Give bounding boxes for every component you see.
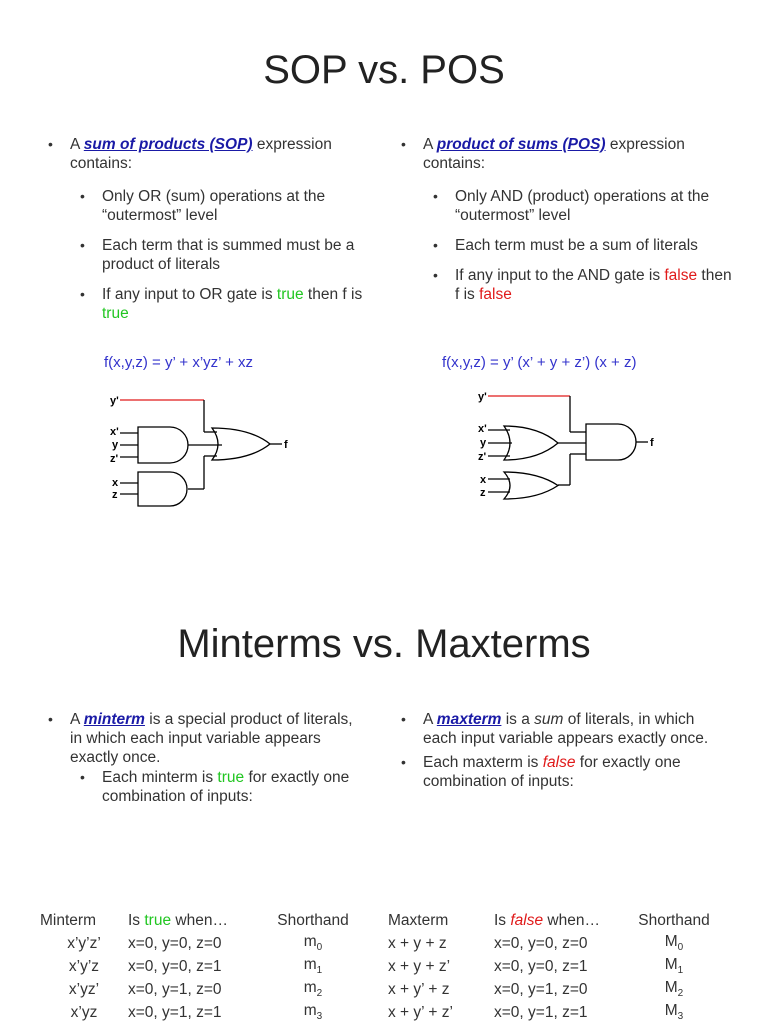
minterm-sub-bullet bbox=[44, 768, 364, 806]
maxterm-cell: x + y’ + z’ bbox=[388, 1003, 453, 1021]
pos-label-x: x' bbox=[478, 423, 487, 435]
minterm-table-header bbox=[40, 910, 366, 932]
maxterm-intro-a: A bbox=[423, 711, 437, 728]
minterm-sub-true: true bbox=[217, 769, 245, 786]
pos-and-gate bbox=[586, 424, 636, 460]
minterm-intro-rest: is a special product of literals, in which each input variable appears exactly once. bbox=[70, 711, 353, 766]
shorthand-symbol: M bbox=[664, 933, 678, 951]
maxterm-intro-rest: of literals, in which each input variable appears exactly once. bbox=[423, 711, 709, 747]
pos-label-y: y' bbox=[478, 391, 487, 403]
pos-b3-false-end: false bbox=[479, 286, 512, 303]
table-row bbox=[388, 978, 724, 1001]
condition-cell: x=0, y=1, z=0 bbox=[494, 980, 588, 998]
minterm-keyword-link[interactable]: minterm bbox=[83, 711, 145, 728]
minterm-cell: x’y’z bbox=[68, 957, 100, 975]
pos-keyword-link[interactable]: product of sums (POS) bbox=[436, 136, 606, 153]
maxterm-sub-bullet bbox=[397, 753, 727, 791]
table-row bbox=[40, 1001, 366, 1024]
sop-column bbox=[44, 135, 384, 323]
sop-label-y: y' bbox=[110, 395, 119, 407]
minterm-sub-post: for exactly one combination of inputs: bbox=[102, 769, 350, 805]
shorthand-cell bbox=[624, 932, 724, 955]
table-row bbox=[388, 1001, 724, 1024]
shorthand-cell bbox=[260, 978, 366, 1001]
condition-cell: x=0, y=1, z=1 bbox=[494, 1003, 588, 1021]
sop-intro-a: A bbox=[70, 136, 84, 153]
maxterm-sub-post: for exactly one combination of inputs: bbox=[423, 754, 681, 790]
shorthand-index: 1 bbox=[677, 965, 684, 977]
minterm-column bbox=[44, 710, 364, 806]
pos-b3-false: false bbox=[664, 267, 698, 284]
minterm-table bbox=[40, 910, 366, 1024]
minterm-cell: x’yz’ bbox=[68, 980, 100, 998]
pos-label-z: z' bbox=[478, 451, 487, 463]
shorthand-index: 3 bbox=[677, 1011, 684, 1023]
maxterm-cell: x + y + z’ bbox=[388, 957, 451, 975]
maxterm-cell: x + y + z bbox=[388, 934, 447, 952]
sop-label-z2: z bbox=[112, 489, 118, 501]
maxterm-intro-bullet bbox=[397, 710, 727, 748]
minterm-intro-bullet bbox=[44, 710, 364, 767]
shorthand-cell bbox=[260, 932, 366, 955]
sop-and-gate-1 bbox=[138, 427, 188, 463]
sop-circuit-diagram bbox=[104, 388, 304, 508]
maxterm-header-when-pre: Is bbox=[494, 912, 511, 929]
shorthand-cell bbox=[624, 955, 724, 978]
maxterm-header-when-false: false bbox=[510, 912, 544, 929]
condition-cell: x=0, y=1, z=0 bbox=[128, 980, 222, 998]
shorthand-cell bbox=[624, 1001, 724, 1024]
minterm-header-when bbox=[128, 910, 260, 932]
pos-column bbox=[397, 135, 737, 304]
maxterm-table-header bbox=[388, 910, 724, 932]
sop-bullet-1: • Only OR (sum) operations at the “outermost” level bbox=[44, 187, 384, 225]
pos-intro-rest: expression contains: bbox=[423, 136, 685, 172]
shorthand-index: 2 bbox=[677, 988, 684, 1000]
sop-b3-mid: then f is bbox=[303, 286, 363, 303]
shorthand-index: 0 bbox=[677, 942, 684, 954]
pos-label-f: f bbox=[650, 437, 654, 449]
maxterm-intro-sum: sum bbox=[534, 711, 564, 728]
sop-b3-true: true bbox=[276, 286, 304, 303]
maxterm-intro-mid: is a bbox=[501, 711, 535, 728]
shorthand-cell bbox=[624, 978, 724, 1001]
minterm-cell: x’y’z’ bbox=[67, 934, 101, 952]
minterm-header-when-post: when… bbox=[171, 912, 228, 929]
sop-b3-pre: If any input to OR gate is bbox=[102, 286, 277, 303]
minterm-header-when-true: true bbox=[144, 912, 172, 929]
pos-intro-a: A bbox=[423, 136, 437, 153]
pos-label-y2: y bbox=[480, 437, 487, 449]
table-row bbox=[40, 932, 366, 955]
table-row bbox=[40, 955, 366, 978]
sop-b3-true-end: true bbox=[102, 305, 129, 322]
shorthand-symbol: m bbox=[303, 979, 317, 997]
maxterm-column bbox=[397, 710, 727, 791]
maxterm-header-when-post: when… bbox=[543, 912, 600, 929]
slide-title-sop-pos: SOP vs. POS bbox=[263, 48, 505, 92]
shorthand-cell bbox=[260, 1001, 366, 1024]
condition-cell: x=0, y=0, z=1 bbox=[128, 957, 222, 975]
shorthand-index: 1 bbox=[316, 965, 323, 977]
table-row bbox=[388, 932, 724, 955]
sop-label-z: z' bbox=[110, 453, 119, 465]
condition-cell: x=0, y=0, z=0 bbox=[494, 934, 588, 952]
minterm-header-term: Minterm bbox=[40, 912, 96, 929]
maxterm-sub-false: false bbox=[542, 754, 576, 771]
shorthand-symbol: m bbox=[303, 956, 317, 974]
shorthand-index: 3 bbox=[316, 1011, 323, 1023]
sop-intro-bullet bbox=[44, 135, 384, 173]
maxterm-table bbox=[388, 910, 724, 1024]
pos-circuit-diagram bbox=[472, 388, 672, 508]
maxterm-cell: x + y’ + z bbox=[388, 980, 450, 998]
pos-or-gate-2 bbox=[504, 472, 558, 499]
shorthand-index: 0 bbox=[316, 942, 323, 954]
pos-b3-pre: If any input to the AND gate is bbox=[455, 267, 665, 284]
shorthand-symbol: m bbox=[303, 1002, 317, 1020]
condition-cell: x=0, y=0, z=1 bbox=[494, 957, 588, 975]
sop-and-gate-2 bbox=[138, 472, 187, 506]
pos-bullet-2: • Each term must be a sum of literals bbox=[397, 236, 737, 255]
minterm-sub-pre: Each minterm is bbox=[102, 769, 218, 786]
sop-formula: f(x,y,z) = y’ + x’yz’ + xz bbox=[104, 354, 254, 371]
shorthand-symbol: M bbox=[664, 956, 678, 974]
shorthand-symbol: M bbox=[664, 979, 678, 997]
maxterm-sub-pre: Each maxterm is bbox=[423, 754, 543, 771]
minterm-header-when-pre: Is bbox=[128, 912, 145, 929]
shorthand-index: 2 bbox=[316, 988, 323, 1000]
sop-label-x2: x bbox=[112, 477, 119, 489]
sop-keyword-link[interactable]: sum of products (SOP) bbox=[83, 136, 253, 153]
pos-intro-bullet bbox=[397, 135, 737, 173]
minterm-header-shorthand: Shorthand bbox=[277, 912, 349, 929]
pos-or-gate-1 bbox=[504, 426, 558, 460]
pos-b3-mid: then f is bbox=[455, 267, 732, 303]
minterm-cell: x’yz bbox=[70, 1003, 98, 1021]
condition-cell: x=0, y=1, z=1 bbox=[128, 1003, 222, 1021]
pos-bullet-3 bbox=[397, 266, 737, 304]
pos-label-x2: x bbox=[480, 474, 487, 486]
sop-label-f: f bbox=[284, 439, 288, 451]
sop-bullet-2: • Each term that is summed must be a product of literals bbox=[44, 236, 384, 274]
condition-cell: x=0, y=0, z=0 bbox=[128, 934, 222, 952]
sop-label-x: x' bbox=[110, 426, 119, 438]
maxterm-header-when bbox=[494, 910, 624, 932]
table-row bbox=[388, 955, 724, 978]
shorthand-cell bbox=[260, 955, 366, 978]
sop-bullet-3 bbox=[44, 285, 384, 323]
pos-formula: f(x,y,z) = y’ (x’ + y + z’) (x + z) bbox=[442, 354, 637, 371]
slide-title-minterms-maxterms: Minterms vs. Maxterms bbox=[177, 622, 591, 666]
table-row bbox=[40, 978, 366, 1001]
pos-bullet-1: • Only AND (product) operations at the “outermost” level bbox=[397, 187, 737, 225]
minterm-intro-a: A bbox=[70, 711, 84, 728]
sop-label-y2: y bbox=[112, 439, 119, 451]
maxterm-header-shorthand: Shorthand bbox=[638, 912, 710, 929]
shorthand-symbol: M bbox=[664, 1002, 678, 1020]
sop-intro-rest: expression contains: bbox=[70, 136, 332, 172]
shorthand-symbol: m bbox=[303, 933, 317, 951]
sop-or-gate bbox=[212, 428, 270, 460]
pos-label-z2: z bbox=[480, 487, 486, 499]
maxterm-header-term: Maxterm bbox=[388, 912, 449, 929]
maxterm-keyword-link[interactable]: maxterm bbox=[436, 711, 502, 728]
